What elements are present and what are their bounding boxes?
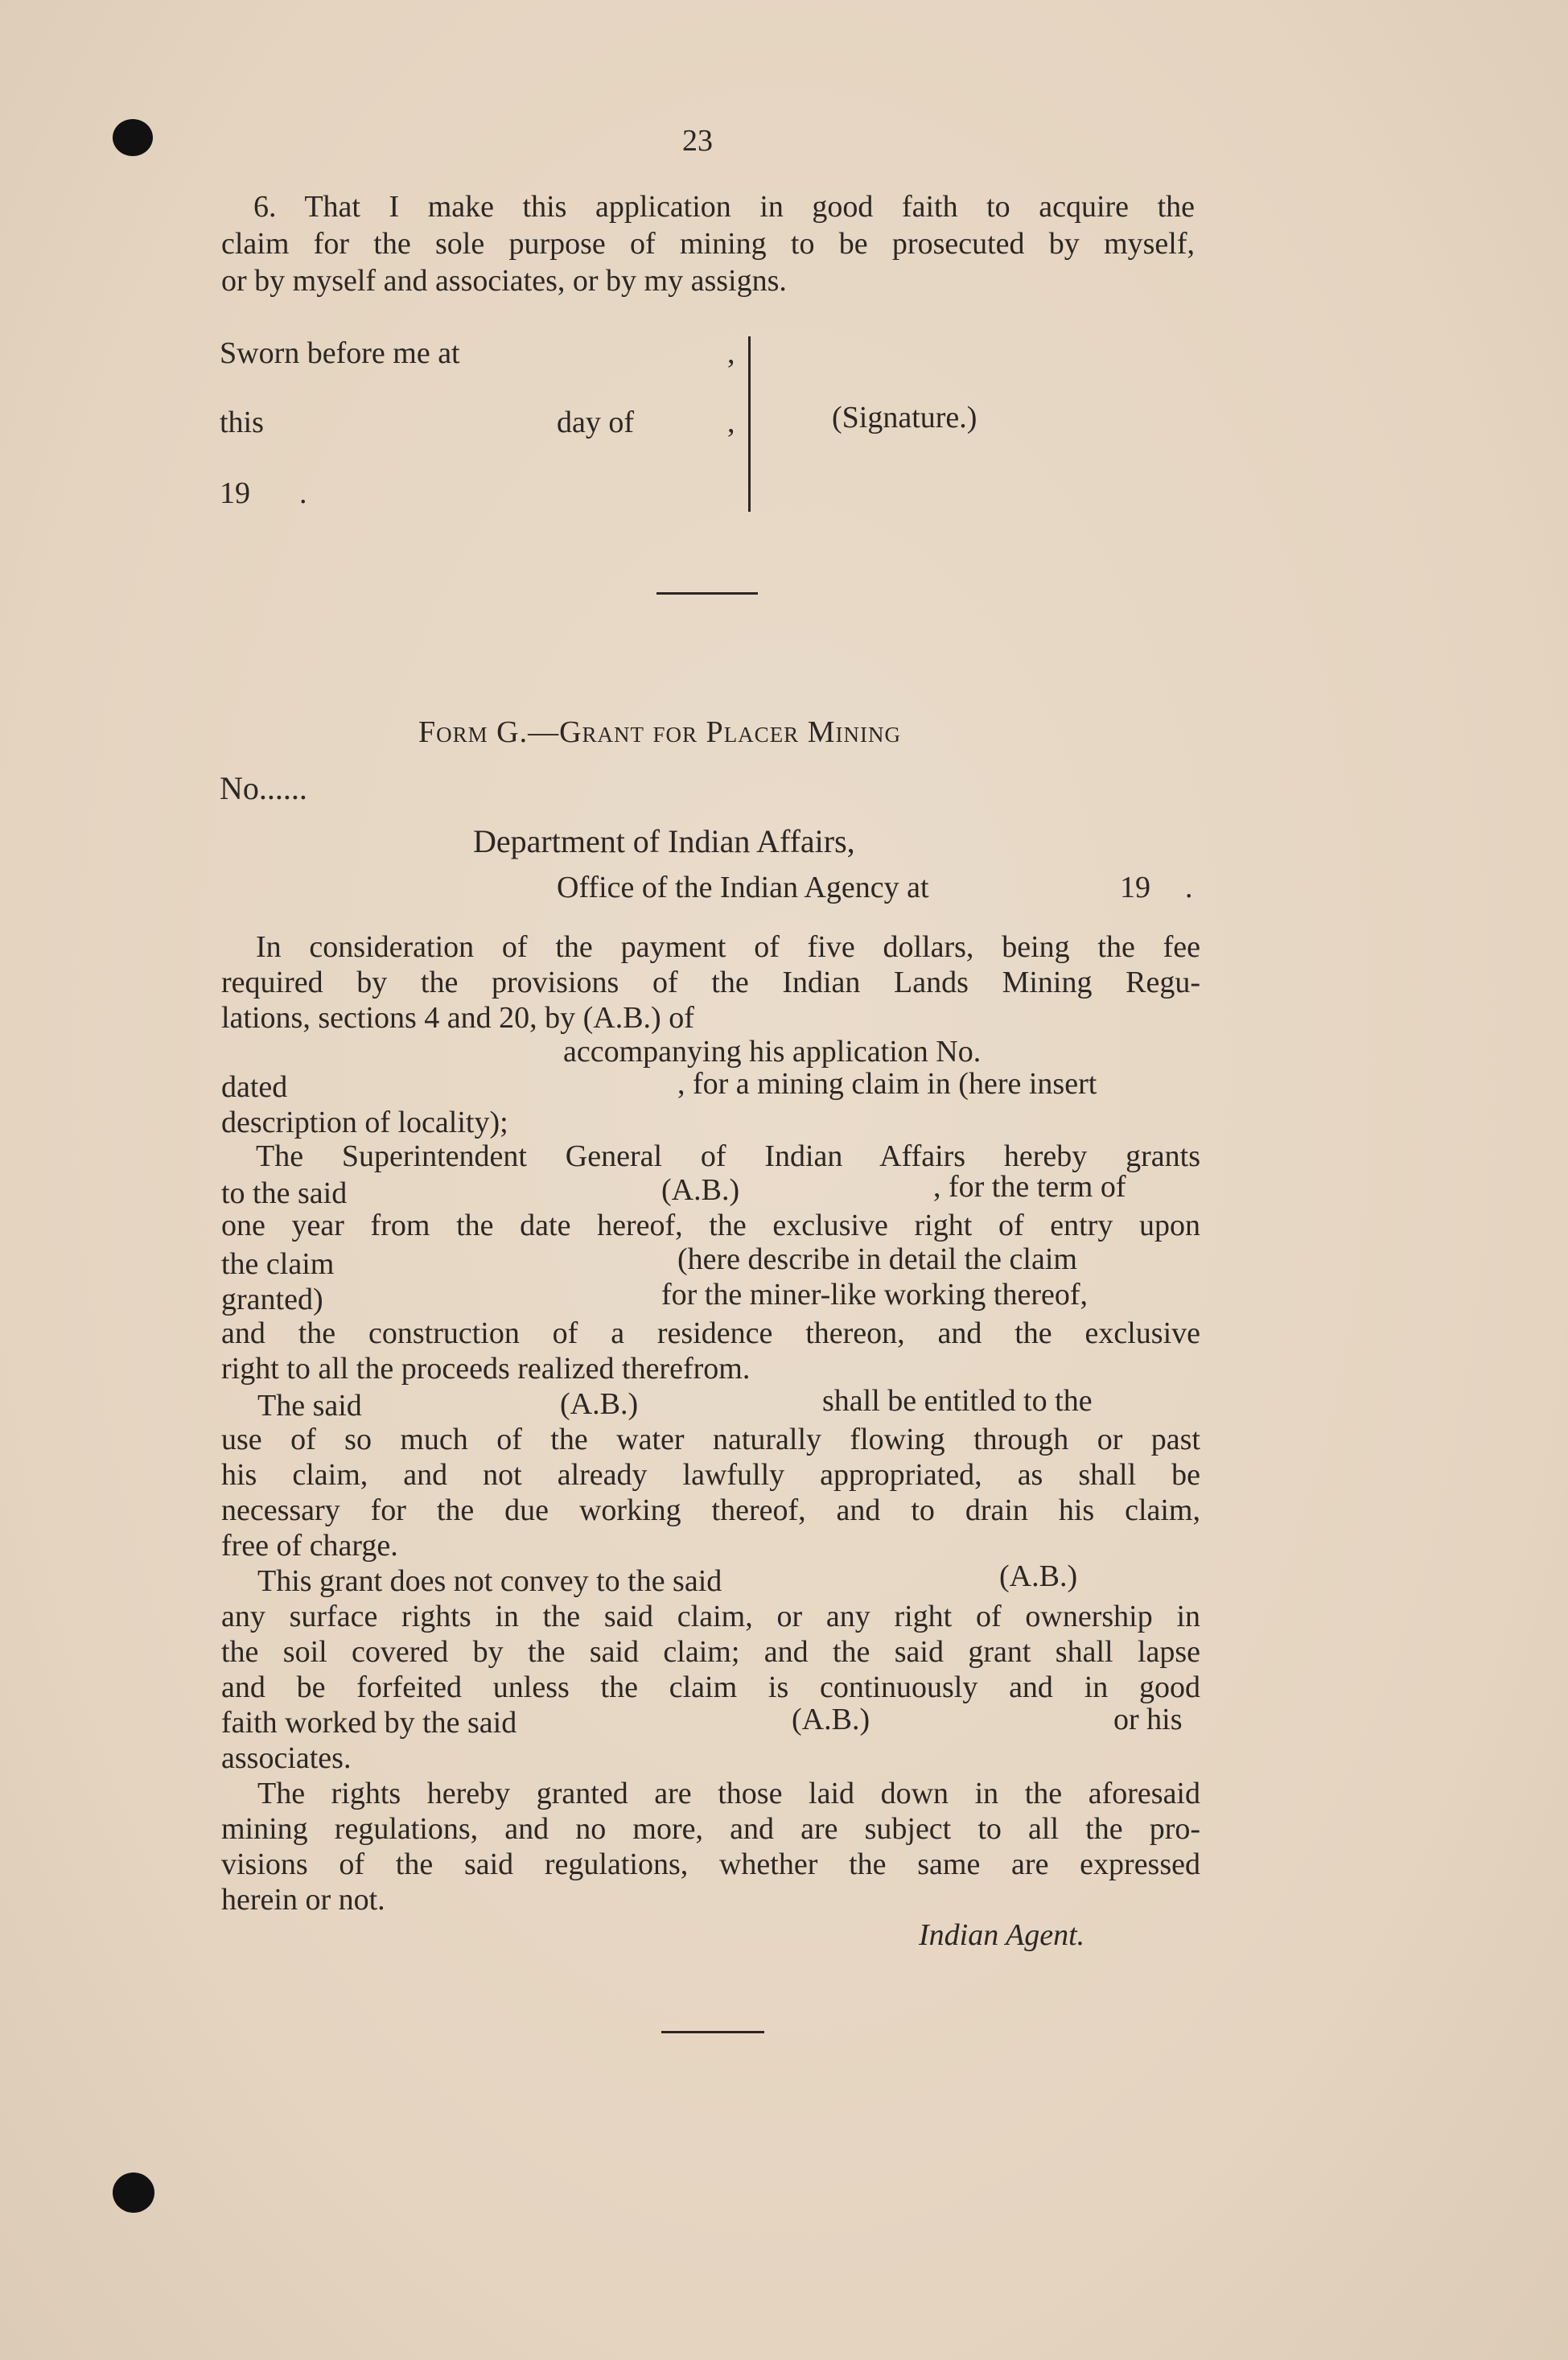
divider-rule-2 bbox=[661, 2031, 764, 2033]
clause-6-line-3: or by myself and associates, or by my assigns. bbox=[221, 264, 787, 298]
p3-line-1-a: The said bbox=[257, 1389, 362, 1423]
p5-line-2: mining regulations, and no more, and are subject to all the pro- bbox=[221, 1812, 1200, 1846]
p1-line-2: required by the provisions of the Indian Lands Mining Regu- bbox=[221, 966, 1200, 999]
jurat-comma-1: , bbox=[727, 336, 735, 370]
jurat-comma-2: , bbox=[727, 406, 735, 439]
p1-line-3: lations, sections 4 and 20, by (A.B.) of bbox=[221, 1001, 694, 1035]
department-line: Department of Indian Affairs, bbox=[473, 823, 855, 859]
divider-rule-1 bbox=[656, 592, 758, 595]
signature-label: (Signature.) bbox=[832, 401, 977, 435]
p4-line-5-a: faith worked by the said bbox=[221, 1706, 517, 1740]
office-period: . bbox=[1185, 871, 1193, 904]
page-number: 23 bbox=[682, 124, 713, 158]
office-year: 19 bbox=[1120, 871, 1150, 904]
p5-line-3: visions of the said regulations, whether the same are expressed bbox=[221, 1847, 1200, 1881]
p3-line-1-ab: (A.B.) bbox=[560, 1387, 639, 1421]
year-label: 19 bbox=[220, 476, 250, 510]
p3-line-1-c: shall be entitled to the bbox=[822, 1384, 1093, 1418]
p1-line-5-dated: dated bbox=[221, 1070, 288, 1104]
p4-line-1-a: This grant does not convey to the said bbox=[257, 1564, 722, 1598]
this-label: this bbox=[220, 406, 264, 439]
p3-line-5: free of charge. bbox=[221, 1529, 398, 1563]
p4-line-2: any surface rights in the said claim, or any right of ownership in bbox=[221, 1600, 1200, 1633]
clause-6-line-2: claim for the sole purpose of mining to be prosecuted by myself, bbox=[221, 227, 1195, 261]
p2-line-4-a: the claim bbox=[221, 1247, 335, 1281]
clause-6-line-1: 6. That I make this application in good faith to acquire the bbox=[253, 190, 1195, 224]
p1-line-6: description of locality); bbox=[221, 1106, 508, 1139]
p2-line-7: right to all the proceeds realized therefrom. bbox=[221, 1352, 751, 1386]
jurat-brace bbox=[748, 336, 751, 512]
p4-line-3: the soil covered by the said claim; and the said grant shall lapse bbox=[221, 1635, 1200, 1669]
p2-line-3: one year from the date hereof, the exclusive right of entry upon bbox=[221, 1209, 1200, 1242]
indian-agent-signoff: Indian Agent. bbox=[919, 1918, 1085, 1952]
p3-line-4: necessary for the due working thereof, and to drain his claim, bbox=[221, 1493, 1200, 1527]
p5-line-1: The rights hereby granted are those laid down in the aforesaid bbox=[257, 1777, 1200, 1810]
year-period: . bbox=[299, 476, 307, 510]
p1-line-5-rest: , for a mining claim in (here insert bbox=[677, 1067, 1097, 1101]
p4-line-5-c: or his bbox=[1113, 1703, 1183, 1736]
p3-line-3: his claim, and not already lawfully appropriated, as shall be bbox=[221, 1458, 1200, 1492]
p5-line-4: herein or not. bbox=[221, 1883, 385, 1917]
binding-hole-top bbox=[113, 119, 153, 156]
p2-line-2-a: to the said bbox=[221, 1176, 348, 1210]
p2-line-5-b: for the miner-like working thereof, bbox=[661, 1278, 1088, 1312]
p2-line-4-b: (here describe in detail the claim bbox=[677, 1242, 1077, 1276]
p2-line-2-ab: (A.B.) bbox=[661, 1173, 740, 1207]
p4-line-1-ab: (A.B.) bbox=[999, 1559, 1078, 1593]
form-title: Form G.—Grant for Placer Mining bbox=[418, 715, 901, 749]
p4-line-4: and be forfeited unless the claim is continuously and in good bbox=[221, 1670, 1200, 1704]
p2-line-2-c: , for the term of bbox=[933, 1170, 1126, 1204]
day-of-label: day of bbox=[557, 406, 635, 439]
p1-line-4: accompanying his application No. bbox=[563, 1035, 982, 1069]
p2-line-6: and the construction of a residence thereon, and the exclusive bbox=[221, 1316, 1200, 1350]
binding-hole-bottom bbox=[113, 2173, 154, 2213]
office-line: Office of the Indian Agency at bbox=[557, 871, 929, 904]
p2-line-5-a: granted) bbox=[221, 1283, 323, 1316]
sworn-label: Sworn before me at bbox=[220, 336, 460, 370]
number-line: No...... bbox=[220, 770, 307, 806]
p4-line-6: associates. bbox=[221, 1741, 352, 1775]
p3-line-2: use of so much of the water naturally flowing through or past bbox=[221, 1423, 1200, 1456]
p1-line-1: In consideration of the payment of five dollars, being the fee bbox=[256, 930, 1200, 964]
p2-line-1: The Superintendent General of Indian Affairs hereby grants bbox=[256, 1139, 1200, 1173]
p4-line-5-ab: (A.B.) bbox=[792, 1703, 870, 1736]
